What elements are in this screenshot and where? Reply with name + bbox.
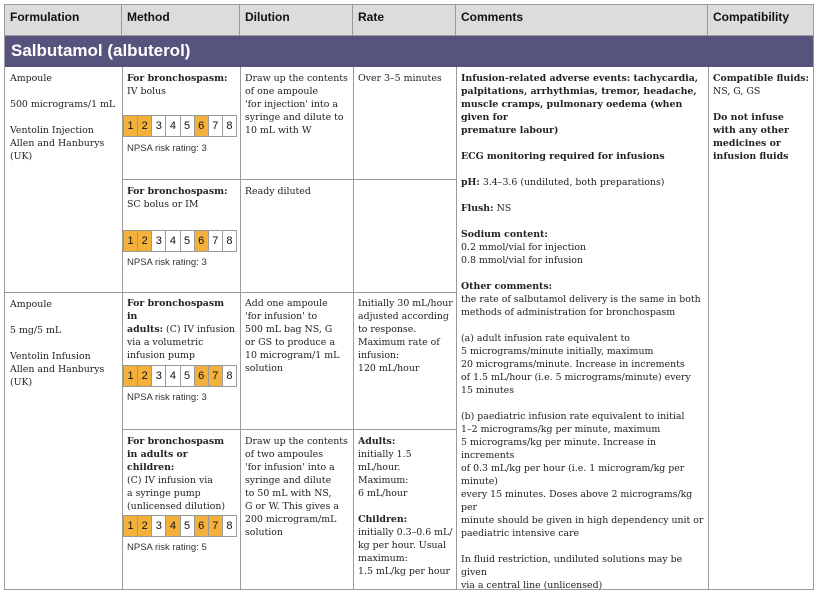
dilution-sc-im: Ready diluted [245, 186, 311, 197]
risk-rating-strip [123, 365, 237, 387]
flush-label: Flush: [461, 203, 494, 214]
risk-number-4: 4 [166, 516, 180, 536]
header-rate: Rate [353, 5, 456, 35]
method-title: For bronchospasm in adults: [127, 298, 225, 335]
other-value: the rate of salbutamol delivery is the same in both methods of administration for bronchospasm [461, 294, 701, 318]
column-divider [353, 67, 354, 589]
risk-number-2: 2 [138, 366, 152, 386]
npsa-risk-rating: NPSA risk rating: 5 [127, 542, 207, 553]
formulation-strength: 500 micrograms/1 mL [10, 99, 116, 110]
formulation-product: Ventolin Infusion Allen and Hanburys (UK) [10, 351, 105, 388]
comment-fluid-restriction: In fluid restriction, undiluted solutions may be given via a central line (unlicensed) [461, 554, 683, 591]
comment-paediatric-rate: (b) paediatric infusion rate equivalent to initial 1–2 micrograms/kg per minute, maximum 5 micrograms/kg per minute. Increase in increments of 0.3 mL/kg per hour (i.e. 1 microgram/kg per minute) every 15 minutes. Doses above 2 micrograms/kg per minute should be given in high dependency unit or paediatric intensive care [461, 411, 704, 539]
comment-adult-rate: (a) adult infusion rate equivalent to 5 micrograms/minute initially, maximum 20 micrograms/minute. Increase in increments of 1.5 mL/hour (i.e. 5 micrograms/minute) every 15 minutes [461, 333, 691, 396]
risk-number-7: 7 [209, 366, 223, 386]
npsa-risk-rating: NPSA risk rating: 3 [127, 143, 207, 154]
formulation-strength: 5 mg/5 mL [10, 325, 62, 336]
header-formulation: Formulation [5, 5, 122, 35]
header-dilution: Dilution [240, 5, 353, 35]
comment-sodium [461, 228, 707, 267]
risk-number-5: 5 [181, 366, 195, 386]
risk-number-7: 7 [209, 516, 223, 536]
comment-ecg: ECG monitoring required for infusions [461, 151, 665, 162]
risk-rating-strip [123, 230, 237, 252]
monograph-table [4, 4, 814, 590]
comment-ph [461, 176, 707, 189]
risk-number-8: 8 [223, 116, 236, 136]
risk-number-7: 7 [209, 231, 223, 251]
header-comments: Comments [456, 5, 708, 35]
method-iv-bolus [127, 72, 237, 98]
method-route: (C) IV infusion via a volumetric infusion pump [127, 324, 236, 361]
risk-rating-strip [123, 515, 237, 537]
dilution-iv-bolus: Draw up the contents of one ampoule 'for injection' into a syringe and dilute to 10 mL with W [245, 73, 348, 136]
comments-cell [461, 72, 707, 592]
risk-number-3: 3 [152, 366, 166, 386]
header-method: Method [122, 5, 240, 35]
formulation-ampoule-injection [10, 72, 118, 163]
risk-number-3: 3 [152, 231, 166, 251]
formulation-ampoule-infusion [10, 298, 118, 389]
risk-number-1: 1 [124, 366, 138, 386]
risk-number-6: 6 [195, 366, 209, 386]
npsa-risk-rating: NPSA risk rating: 3 [127, 392, 207, 403]
risk-number-8: 8 [223, 366, 236, 386]
risk-number-2: 2 [138, 516, 152, 536]
rate-adults: initially 1.5 mL/hour. Maximum: 6 mL/hour [358, 449, 412, 499]
comment-other [461, 280, 707, 319]
rate-volumetric-infusion: Initially 30 mL/hour adjusted according to response. Maximum rate of infusion: 120 mL/hour [358, 298, 453, 374]
rate-adults-label: Adults: [358, 436, 396, 447]
dilution-syringe-pump: Draw up the contents of two ampoules 'for infusion' into a syringe and dilute to 50 mL with NS, G or W. This gives a 200 microgram/mL solution [245, 436, 348, 538]
method-title: For bronchospasm: [127, 73, 228, 84]
risk-number-1: 1 [124, 116, 138, 136]
risk-number-4: 4 [166, 116, 180, 136]
header-compatibility: Compatibility [713, 10, 790, 24]
rate-children-label: Children: [358, 514, 408, 525]
compatibility-cell [713, 72, 811, 163]
method-sc-im-bolus [127, 185, 237, 211]
column-divider [240, 67, 241, 589]
row-divider [122, 179, 456, 180]
risk-number-5: 5 [181, 516, 195, 536]
risk-number-4: 4 [166, 231, 180, 251]
risk-number-2: 2 [138, 116, 152, 136]
sodium-value: 0.2 mmol/vial for injection 0.8 mmol/vial for infusion [461, 242, 587, 266]
method-title: For bronchospasm in adults or children: [127, 436, 225, 473]
compatible-fluids: NS, G, GS [713, 86, 761, 97]
flush-value: NS [493, 203, 512, 214]
compatibility-warning: Do not infuse with any other medicines or infusion fluids [713, 112, 789, 162]
drug-title: Salbutamol (albuterol) [5, 36, 813, 67]
row-divider [5, 292, 456, 293]
ph-value: 3.4–3.6 (undiluted, both preparations) [479, 177, 665, 188]
comment-flush [461, 202, 707, 215]
risk-number-3: 3 [152, 116, 166, 136]
dilution-volumetric-infusion: Add one ampoule 'for infusion' to 500 mL bag NS, G or GS to produce a 10 microgram/1 mL solution [245, 298, 340, 374]
method-route: SC bolus or IM [127, 199, 199, 210]
risk-number-7: 7 [209, 116, 223, 136]
rate-syringe-pump [358, 435, 454, 578]
table-header-row [5, 5, 813, 36]
risk-number-2: 2 [138, 231, 152, 251]
column-divider [456, 67, 457, 589]
method-volumetric-infusion [127, 297, 237, 362]
risk-number-5: 5 [181, 116, 195, 136]
risk-number-5: 5 [181, 231, 195, 251]
method-route: IV bolus [127, 86, 166, 97]
risk-number-1: 1 [124, 516, 138, 536]
comment-adverse-events: Infusion-related adverse events: tachycardia, palpitations, arrhythmias, tremor, headache, muscle cramps, pulmonary oedema (when given for premature labour) [461, 73, 699, 136]
rate-children: initially 0.3–0.6 mL/ kg per hour. Usual maximum: 1.5 mL/kg per hour [358, 527, 453, 577]
risk-number-4: 4 [166, 366, 180, 386]
rate-iv-bolus: Over 3–5 minutes [358, 73, 442, 84]
sodium-label: Sodium content: [461, 229, 548, 240]
risk-rating-strip [123, 115, 237, 137]
risk-number-6: 6 [195, 516, 209, 536]
ph-label: pH: [461, 177, 480, 188]
risk-number-8: 8 [223, 231, 236, 251]
risk-number-6: 6 [195, 116, 209, 136]
compatible-fluids-label: Compatible fluids: [713, 73, 809, 84]
risk-number-6: 6 [195, 231, 209, 251]
formulation-type: Ampoule [10, 299, 52, 310]
other-label: Other comments: [461, 281, 553, 292]
formulation-type: Ampoule [10, 73, 52, 84]
method-route: (C) IV infusion via a syringe pump (unlicensed dilution) [127, 475, 226, 512]
risk-number-3: 3 [152, 516, 166, 536]
method-title: For bronchospasm: [127, 186, 228, 197]
column-divider [122, 67, 123, 589]
npsa-risk-rating: NPSA risk rating: 3 [127, 257, 207, 268]
risk-number-1: 1 [124, 231, 138, 251]
method-syringe-pump [127, 435, 237, 513]
formulation-product: Ventolin Injection Allen and Hanburys (UK) [10, 125, 105, 162]
row-divider [122, 429, 456, 430]
risk-number-8: 8 [223, 516, 236, 536]
column-divider [708, 67, 709, 589]
